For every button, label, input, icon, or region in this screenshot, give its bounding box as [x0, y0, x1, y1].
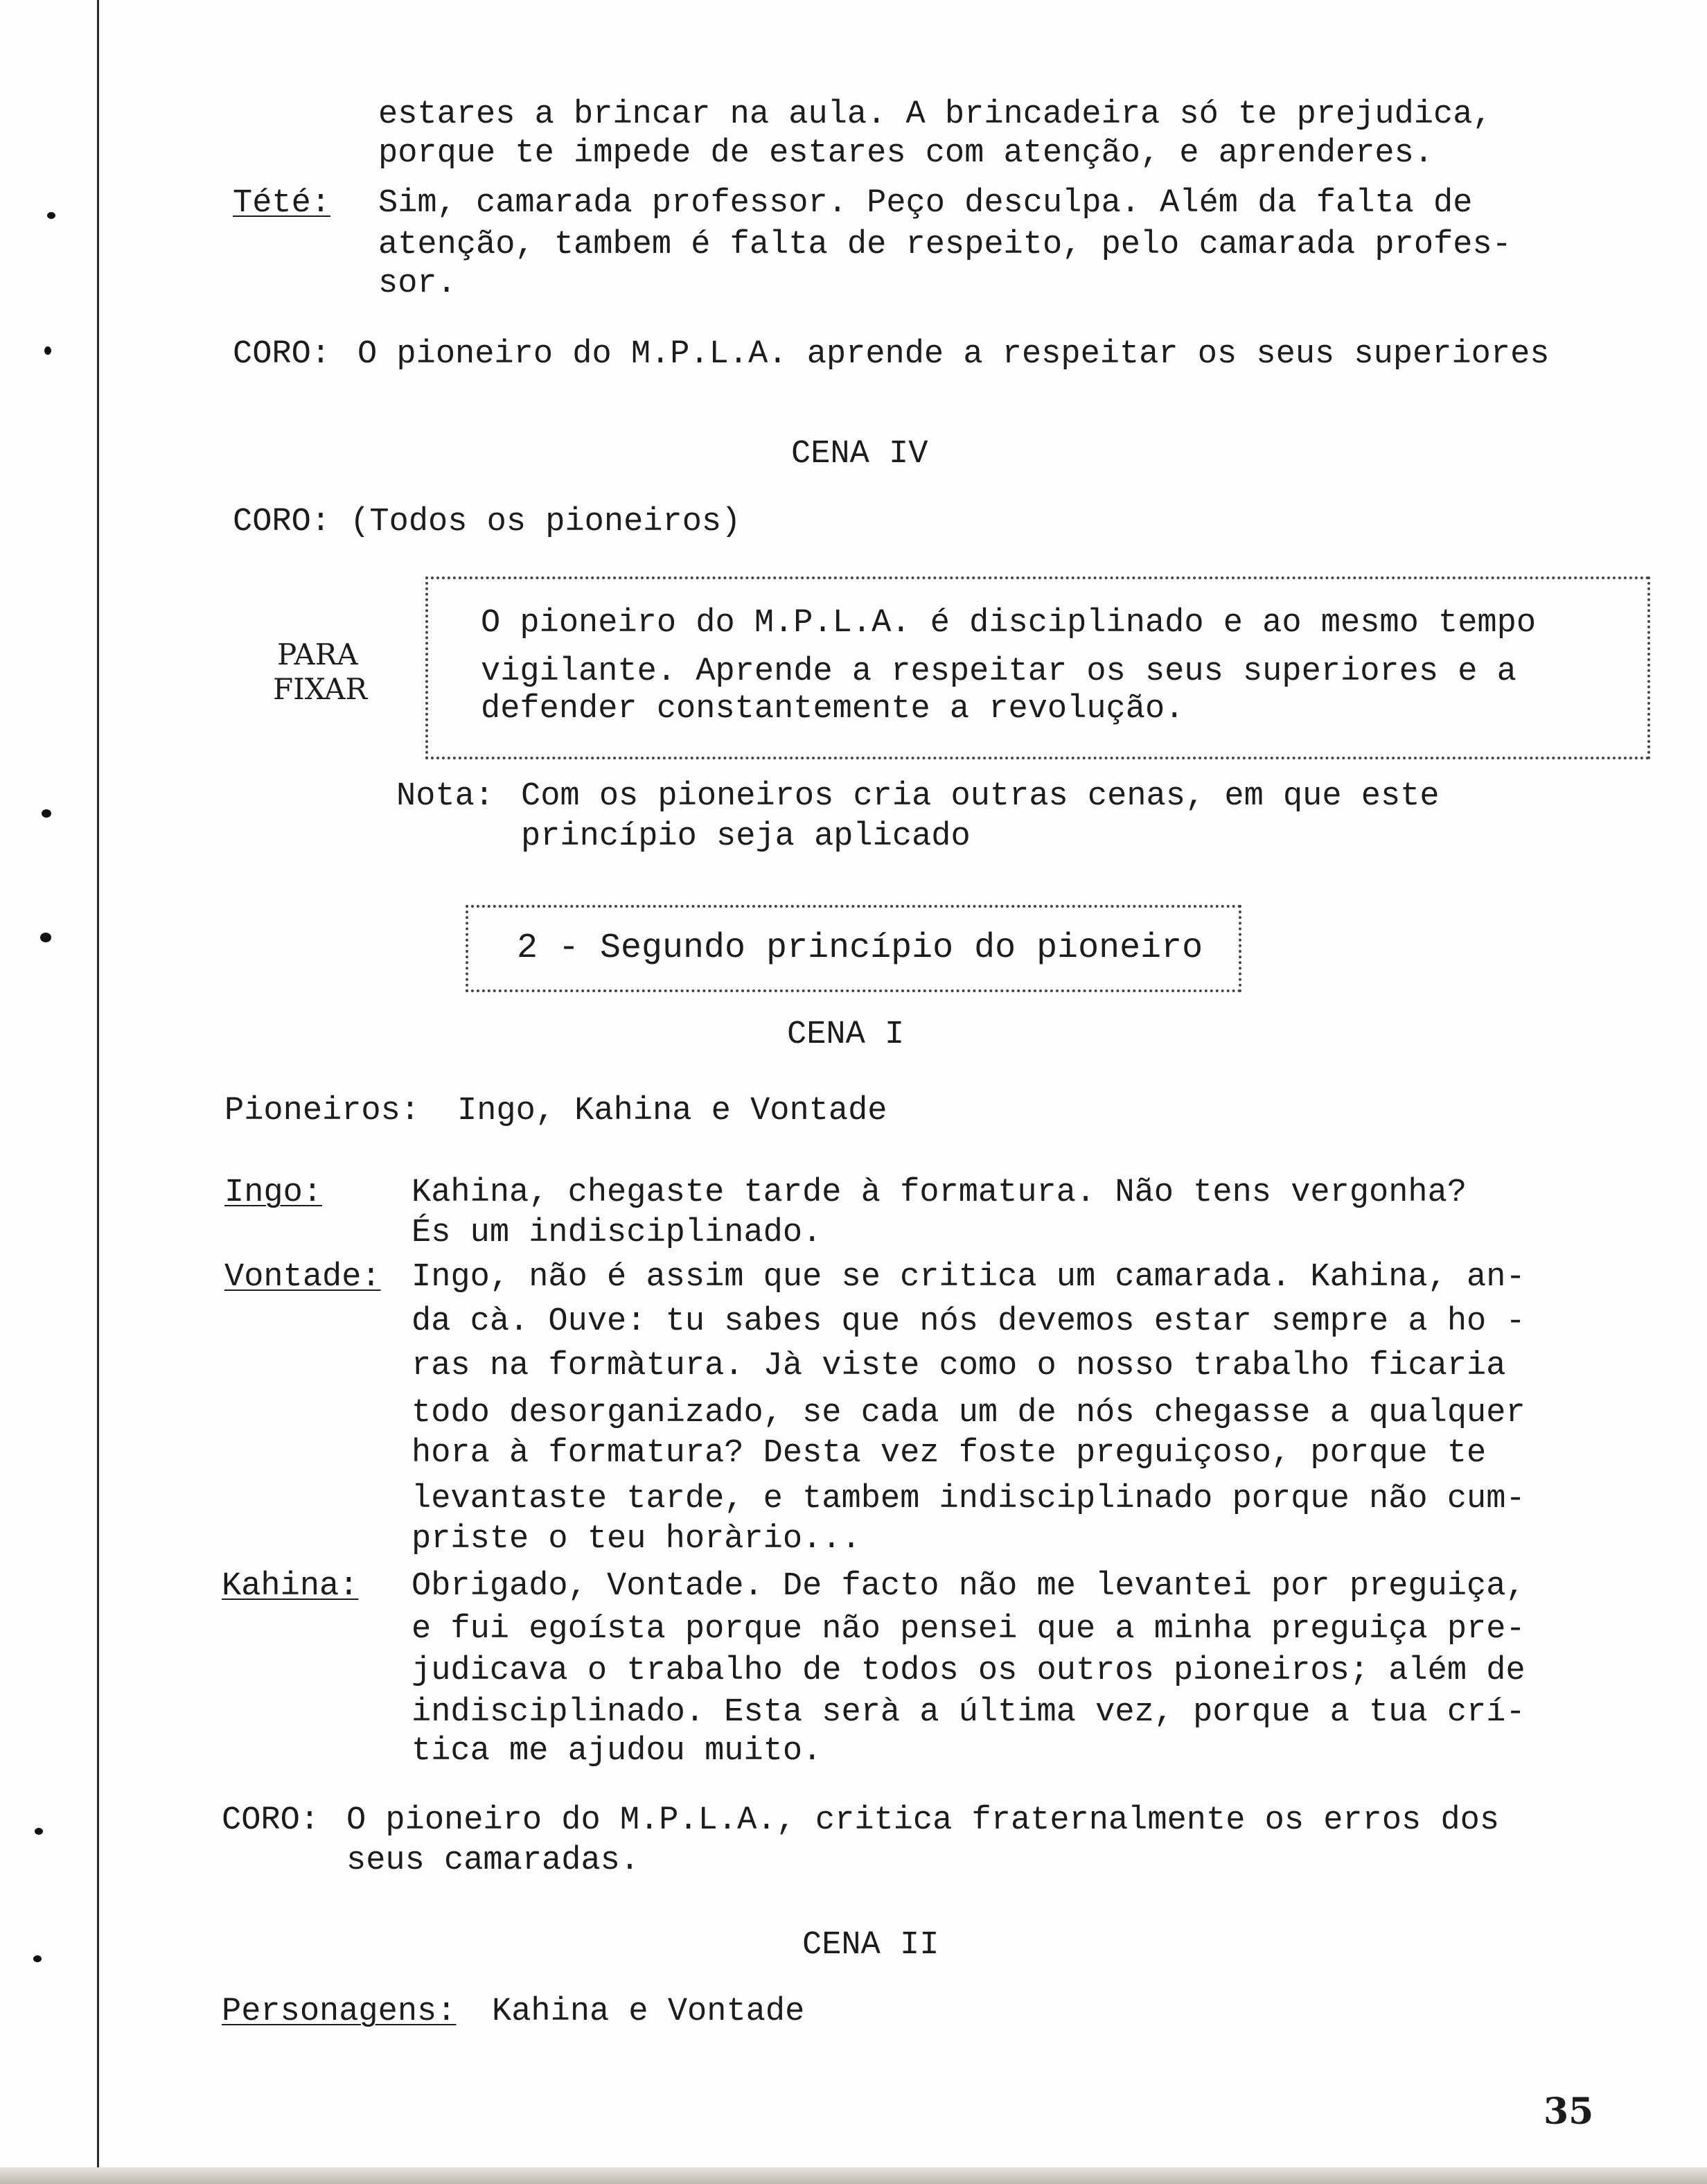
- scan-speck: [44, 346, 51, 355]
- dialogue-line: todo desorganizado, se cada um de nós chegasse a qualquer: [412, 1395, 1525, 1432]
- box-line: vigilante. Aprende a respeitar os seus superiores e a: [481, 653, 1516, 690]
- dialogue-line: sor.: [378, 265, 457, 302]
- para-fixar-label: FIXAR: [273, 672, 368, 706]
- cast-names: Ingo, Kahina e Vontade: [457, 1093, 887, 1129]
- scene-heading: CENA IV: [791, 436, 928, 473]
- speaker-ingo: Ingo:: [224, 1174, 323, 1211]
- dialogue-line: estares a brincar na aula. A brincadeira só te prejudica,: [378, 96, 1492, 133]
- scene-heading: CENA II: [802, 1927, 939, 1964]
- cast-label: Pioneiros:: [224, 1093, 421, 1129]
- dialogue-line: atenção, tambem é falta de respeito, pelo camarada profes-: [378, 227, 1512, 263]
- principle-title: 2 - Segundo princípio do pioneiro: [517, 928, 1203, 968]
- box-line: O pioneiro do M.P.L.A. é disciplinado e ao mesmo tempo: [481, 605, 1537, 642]
- scan-speck: [47, 212, 55, 219]
- box-line: defender constantemente a revolução.: [481, 691, 1185, 728]
- dialogue-line: És um indisciplinado.: [412, 1215, 822, 1251]
- coro-label: CORO:: [222, 1802, 320, 1839]
- coro-text: O pioneiro do M.P.L.A. aprende a respeitar os seus superiores: [357, 336, 1550, 373]
- dialogue-line: Obrigado, Vontade. De facto não me levantei por preguiça,: [412, 1568, 1525, 1605]
- scene-heading: CENA I: [787, 1016, 905, 1053]
- speaker-tete: Tété:: [233, 185, 331, 222]
- dialogue-line: e fui egoísta porque não pensei que a minha preguiça pre-: [412, 1611, 1525, 1648]
- dialogue-line: Ingo, não é assim que se critica um camarada. Kahina, an-: [412, 1259, 1525, 1296]
- page-number: 35: [1544, 2090, 1594, 2133]
- scan-speck: [40, 933, 51, 942]
- dialogue-line: Sim, camarada professor. Peço desculpa. Além da falta de: [378, 185, 1473, 222]
- speaker-vontade: Vontade:: [224, 1259, 381, 1296]
- coro-label: CORO:: [233, 336, 331, 373]
- nota-line: Com os pioneiros cria outras cenas, em que este: [521, 778, 1440, 815]
- nota-line: princípio seja aplicado: [521, 818, 971, 855]
- dialogue-line: porque te impede de estares com atenção, e aprenderes.: [378, 135, 1434, 172]
- speaker-kahina: Kahina:: [222, 1568, 359, 1605]
- nota-label: Nota:: [396, 778, 495, 815]
- dialogue-line: priste o teu horàrio...: [412, 1521, 861, 1558]
- dialogue-line: indisciplinado. Esta serà a última vez, porque a tua crí-: [412, 1694, 1525, 1731]
- dialogue-line: judicava o trabalho de todos os outros pioneiros; além de: [412, 1653, 1525, 1689]
- dialogue-line: da cà. Ouve: tu sabes que nós devemos estar sempre a ho -: [412, 1303, 1525, 1340]
- coro-text: seus camaradas.: [346, 1842, 640, 1879]
- coro-text: O pioneiro do M.P.L.A., critica fraternalmente os erros dos: [346, 1802, 1500, 1839]
- para-fixar-label: PARA: [277, 637, 358, 671]
- scan-speck: [35, 1828, 43, 1835]
- dialogue-line: Kahina, chegaste tarde à formatura. Não tens vergonha?: [412, 1174, 1467, 1211]
- scan-speck: [42, 809, 51, 818]
- dialogue-line: levantaste tarde, e tambem indisciplinado porque não cum-: [412, 1481, 1525, 1517]
- coro-line: CORO: (Todos os pioneiros): [233, 504, 741, 540]
- page-bottom-edge: [0, 2167, 1707, 2184]
- page-margin-line: [97, 0, 99, 2184]
- cast-names: Kahina e Vontade: [492, 1993, 805, 2030]
- dialogue-line: ras na formàtura. Jà viste como o nosso trabalho ficaria: [412, 1348, 1506, 1384]
- dialogue-line: tica me ajudou muito.: [412, 1733, 822, 1770]
- cast-label: Personagens:: [222, 1993, 457, 2030]
- dialogue-line: hora à formatura? Desta vez foste preguiçoso, porque te: [412, 1435, 1487, 1472]
- scan-speck: [33, 1955, 42, 1962]
